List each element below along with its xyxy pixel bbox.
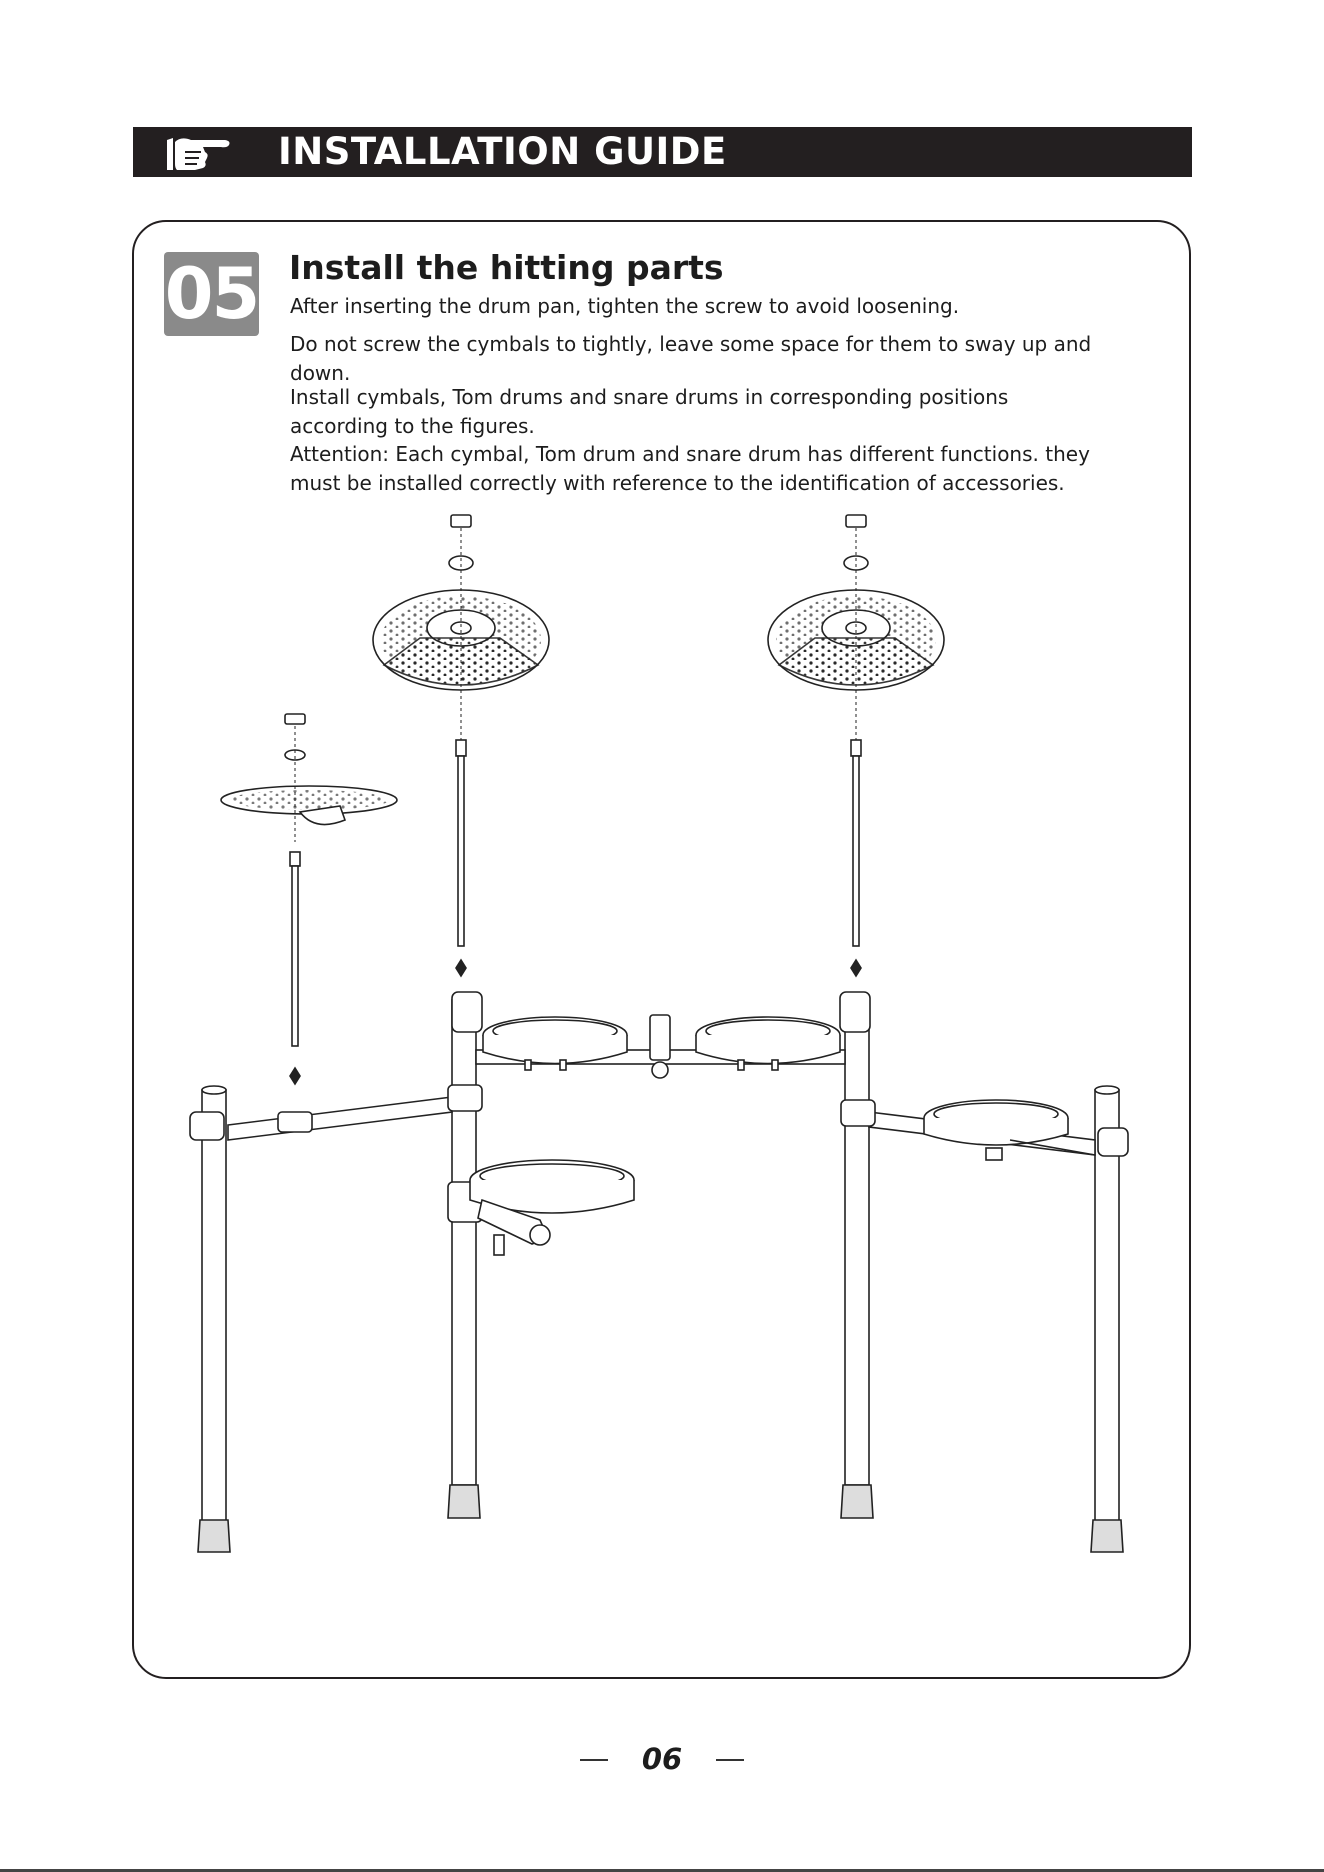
step-title: Install the hitting parts (289, 248, 724, 287)
cymbal-left-small (221, 714, 397, 1084)
rack-frame (190, 992, 1128, 1552)
header-bar (133, 127, 1192, 177)
pointing-hand-icon (163, 132, 233, 174)
instruction-paragraph: After inserting the drum pan, tighten the screw to avoid loosening. (290, 294, 960, 318)
snare-pad (470, 1160, 634, 1255)
attention-paragraph: Attention: Each cymbal, Tom drum and snare drum has different functions. they must be installed correctly with reference to the identification of accessories. (290, 442, 1090, 495)
floor-tom-pad (924, 1100, 1095, 1160)
instruction-paragraph: Install cymbals, Tom drums and snare drums in corresponding positions according to the figures. (290, 385, 1009, 438)
drum-kit-assembly-diagram (160, 500, 1160, 1570)
page-number-dash-right (716, 1759, 744, 1761)
instruction-paragraph: Do not screw the cymbals to tightly, leave some space for them to sway up and down. (290, 332, 1092, 385)
cymbal-center-left (373, 515, 549, 976)
page-title: INSTALLATION GUIDE (278, 130, 727, 173)
cymbal-center-right (768, 515, 944, 976)
step-number-badge: 05 (164, 253, 259, 335)
page-number: 06 (641, 1742, 683, 1776)
